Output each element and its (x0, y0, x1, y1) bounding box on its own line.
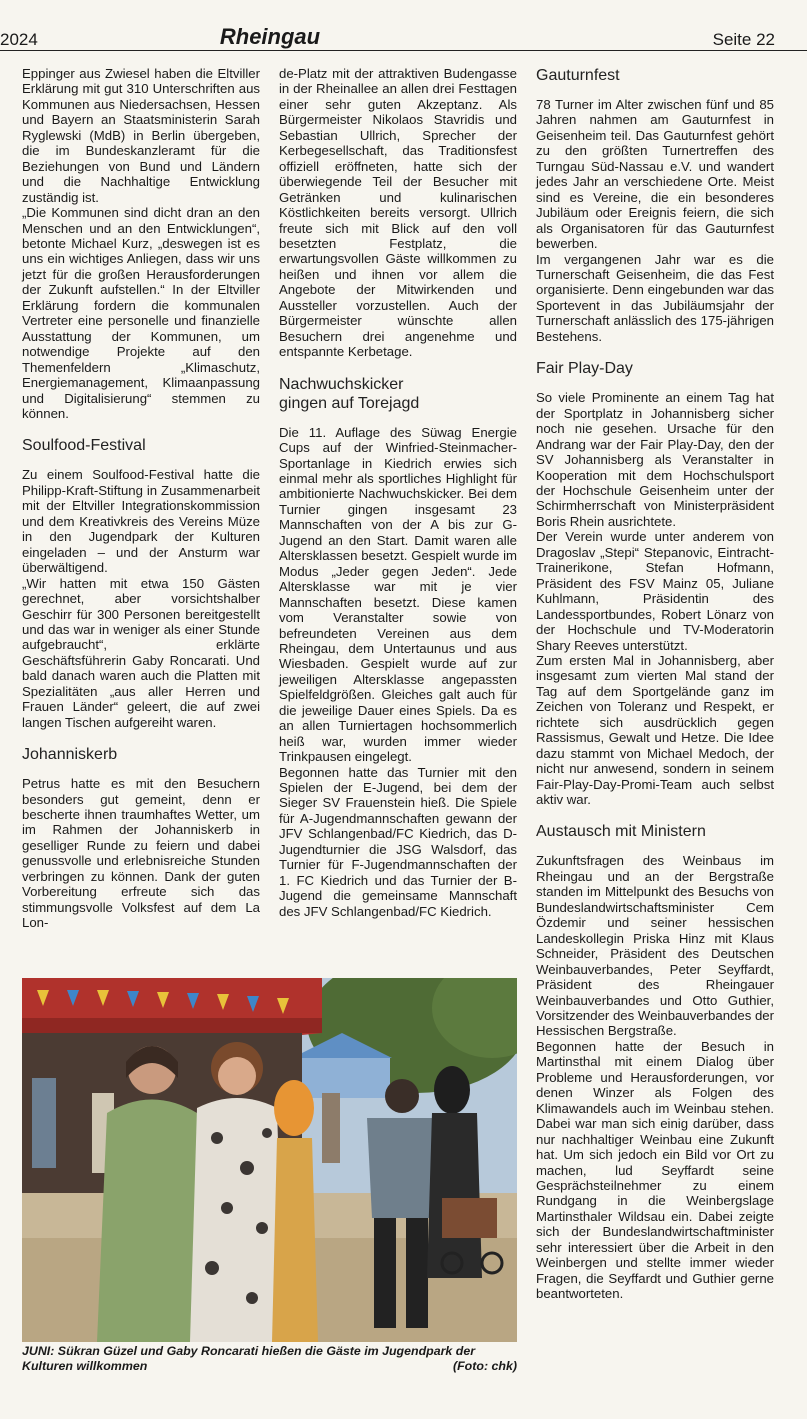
heading-gauturnfest: Gauturnfest (536, 67, 620, 84)
article-paragraph: de-Platz mit der attraktiven Budengasse in der Rheinallee an allen drei Festtagen einer sehr guten Akzeptanz. Als Bürgermeister Nikolaos Stavridis und Sebastian Ullrich, Sprecher der Kerbegesellschaft, das Traditionsfest offiziell eröffneten, hatte sich der überwiegende Teil der Besucher mit Getränken und kulinarischen Köstlichkeiten bereits versorgt. Ullrich freute sich mit Blick auf den voll besetzten Festplatz, die erwartungsvollen Gäste willkommen zu heißen und ihnen vor allem die Angebote der Mitwirkenden und Aussteller vorzustellen. Auch der Bürgermeister wünschte allen Besuchern drei angenehme und entspannte Kerbetage. (279, 66, 517, 360)
column-3 (536, 66, 774, 1302)
article-paragraph: Zu einem Soulfood-Festival hatte die Philipp-Kraft-Stiftung in Zusammenarbeit mit der Eltviller Integrationskommission und dem Kreativkreis des Vereins Müze in den Jugendpark der Kulturen eingeladen – und der Ansturm war überwältigend. (22, 467, 260, 576)
caption-text: JUNI: Sükran Güzel und Gaby Roncarati hießen die Gäste im Jugendpark der Kulturen willkommen (22, 1344, 476, 1373)
article-paragraph: Zukunftsfragen des Weinbaus im Rheingau und an der Bergstraße standen im Mittelpunkt des Besuchs von Bundeslandwirtschaftsminister Cem Özdemir und seiner hessischen Landeskollegin Priska Hinz mit Klaus Schneider, Präsident des Deutschen Weinbauverbandes, Peter Seyffardt, Präsident des Rheingauer Weinbauverbandes und Otto Guthier, Vorsitzender des Weinbauverbandes der Hessischen Bergstraße. (536, 853, 775, 1039)
article-paragraph: „Wir hatten mit etwa 150 Gästen gerechnet, aber vorsichtshalber Geschirr für 300 Personen bereitgestellt und das war in weniger als einer Stunde aufgebraucht“, erklärte Geschäftsführerin Gaby Roncarati. Und bald danach waren auch die Platten mit Spezialitäten „aus aller Herren und Frauen Länder“ geleert, die auf zwei langen Tischen aufgereiht waren. (22, 575, 260, 730)
event-photo (22, 978, 517, 1342)
header-year: 2024 (0, 30, 38, 49)
article-paragraph: Eppinger aus Zwiesel haben die Eltviller Erklärung mit gut 310 Unterschriften aus Kommunen aus Niedersachsen, Hessen und Bayern an Staatsministerin Sarah Ryglewski (MdB) in Berlin übergeben, die im Bundeskanzleramt für die Beziehungen von Bund und Ländern und die Nachhaltige Entwicklung zuständig ist. (22, 66, 260, 205)
page-number: Seite 22 (712, 30, 775, 49)
section-title: Rheingau (219, 24, 321, 49)
article-paragraph: Begonnen hatte das Turnier mit den Spielen der E-Jugend, bei dem der Sieger SV Frauenstein hieß. Die Spiele für A-Jugendmannschaften gewann der JFV Schlangenbad/FC Kiedrich, das D-Jugendturnier die JSG Walsdorf, das Turnier für F-Jugendmannschaften der 1. FC Kiedrich und das Turnier der B-Jugend die gemeinsame Mannschaft des JFV Schlangenbad/FC Kiedrich. (279, 764, 517, 919)
heading-line-2: gingen auf Torejagd (279, 394, 420, 412)
heading-soulfood-festival: Soulfood-Festival (22, 437, 146, 455)
article-paragraph: Im vergangenen Jahr war es die Turnerschaft Geisenheim, die das Fest organisierte. Denn eingebunden war das Sportevent in das Jubiläumsjahr der Turnerschaft anlässlich des 175-jährigen Bestehens. (536, 251, 774, 344)
article-paragraph: Die 11. Auflage des Süwag Energie Cups auf der Winfried-Steinmacher-Sportanlage in Kiedrich erwies sich einmal mehr als sportliches Highlight für ambitionierte Nachwuchskicker. Bei dem Turnier gingen insgesamt 23 Mannschaften von der A bis zur G-Jugend an den Start. Damit waren alle Altersklassen besetzt. Gespielt wurde im Modus „Jeder gegen Jeden“. Jede Altersklasse war mit je vier Mannschaften besetzt. Diese kamen vom Veranstalter sowie von befreundeten Vereinen aus dem Rheingau, dem Untertaunus und aus Wiesbaden. Gespielt wurde auf zur jeweiligen Altersklasse angepassten Spielfeldgrößen. Gleiches galt auch für die jeweilige Dauer eines Spiels. Da es an allen Turniertagen hochsommerlich heiß war, wurden immer wieder Trinkpausen eingelegt. (279, 424, 517, 765)
article-paragraph: Der Verein wurde unter anderem von Dragoslav „Stepi“ Stepanovic, Eintracht-Trainerikone, Stefan Hofmann, Präsident des FSV Mainz 05, Juliane Kuhlmann, Präsidentin des Landessportbundes, Robert Lönarz von der Hochschule und TV-Moderatorin Shary Reeves unterstützt. (536, 529, 774, 653)
photo-caption (22, 1344, 517, 1374)
article-paragraph: 78 Turner im Alter zwischen fünf und 85 Jahren nahmen am Gauturnfest in Geisenheim teil. Das Gauturnfest gehört zu den größten Turnertreffen des Turngau Süd-Nassau e.V. und wandert jedes Jahr an verschiedene Orte. Meist sind es Vereine, die ein besonderes Jubiläum oder Ereignis feiern, die sich als Organisatoren für das Gauturnfest bewerben. (536, 97, 774, 252)
article-paragraph: Begonnen hatte der Besuch in Martinsthal mit einem Dialog über Probleme und Herausforderungen, vor denen Winzer als Folgen des Klimawandels auch im Weinbau stehen. Dabei war man sich einig darüber, dass nur nachhaltiger Weinbau eine Zukunft hat. Um sich jedoch ein Bild vor Ort zu machen, lud Seyffardt seine Gesprächsteilnehmer zu einem Rundgang in die Weinbergslage Martinsthaler Wildsau ein. Dabei zeigte sich der Bundeslandwirtschaftminister sehr interessiert über die Arbeit in den Weinbergen und stellte immer wieder Fragen, die Seyffardt und Guthier gerne beantworteten. (536, 1038, 774, 1302)
festival-scene-illustration (22, 978, 517, 1342)
photo-credit: (Foto: chk) (452, 1359, 517, 1373)
article-paragraph: „Die Kommunen sind dicht dran an den Menschen und an den Entwicklungen“, betonte Michael Kurz, „deswegen ist es uns ein wichtiges Anliegen, dass wir uns jetzt für die großen Herausforderungen der Zukunft aufstellen.“ In der Eltviller Erklärung fordern die kommunalen Vertreter eine personelle und finanzielle Ausstattung der Kommunen, um notwendige Projekte auf den Themenfeldern „Klimaschutz, Energiemanagement, Klimaanpassung und Digitalisierung“ stemmen zu können. (22, 205, 260, 421)
article-paragraph: Petrus hatte es mit den Besuchern besonders gut gemeint, denn er bescherte ihnen traumhaftes Wetter, um im Rahmen der Johanniskerb in geselliger Runde zu feiern und dabei genussvolle und erlebnisreiche Stunden verbringen zu können. Dank der guten Vorbereitung erfreute sich das stimmungsvolle Volksfest auf dem La Lon- (22, 776, 260, 931)
heading-line-1: Nachwuchskicker (279, 375, 404, 393)
column-1 (22, 66, 260, 931)
heading-johanniskerb: Johanniskerb (22, 746, 118, 764)
heading-nachwuchskicker (279, 375, 517, 413)
heading-fair-play-day: Fair Play-Day (536, 360, 633, 378)
column-2 (279, 66, 517, 919)
page-header (0, 0, 807, 51)
heading-austausch-mit-ministern: Austausch mit Ministern (536, 823, 706, 841)
article-paragraph: So viele Prominente an einem Tag hat der Sportplatz in Johannisberg sicher noch nie gesehen. Ursache für den Andrang war der Fair Play-Day, den der SV Johannisberg als Veranstalter in Kooperation mit dem Hochschulsport der Hochschule Geisenheim unter der Schirmherrschaft von Ministerpräsident Boris Rhein ausrichtete. (536, 390, 774, 529)
article-paragraph: Zum ersten Mal in Johannisberg, aber insgesamt zum vierten Mal stand der Tag auf dem Sportgelände ganz im Zeichen von Toleranz und Respekt, er richtete sich ausdrücklich gegen Rassismus, Gewalt und Hetze. Die Idee dazu stammt von Michael Medoch, der nicht nur anwesend, sondern in seinem Fair-Play-Day-Promi-Team auch selbst aktiv war. (536, 652, 774, 808)
